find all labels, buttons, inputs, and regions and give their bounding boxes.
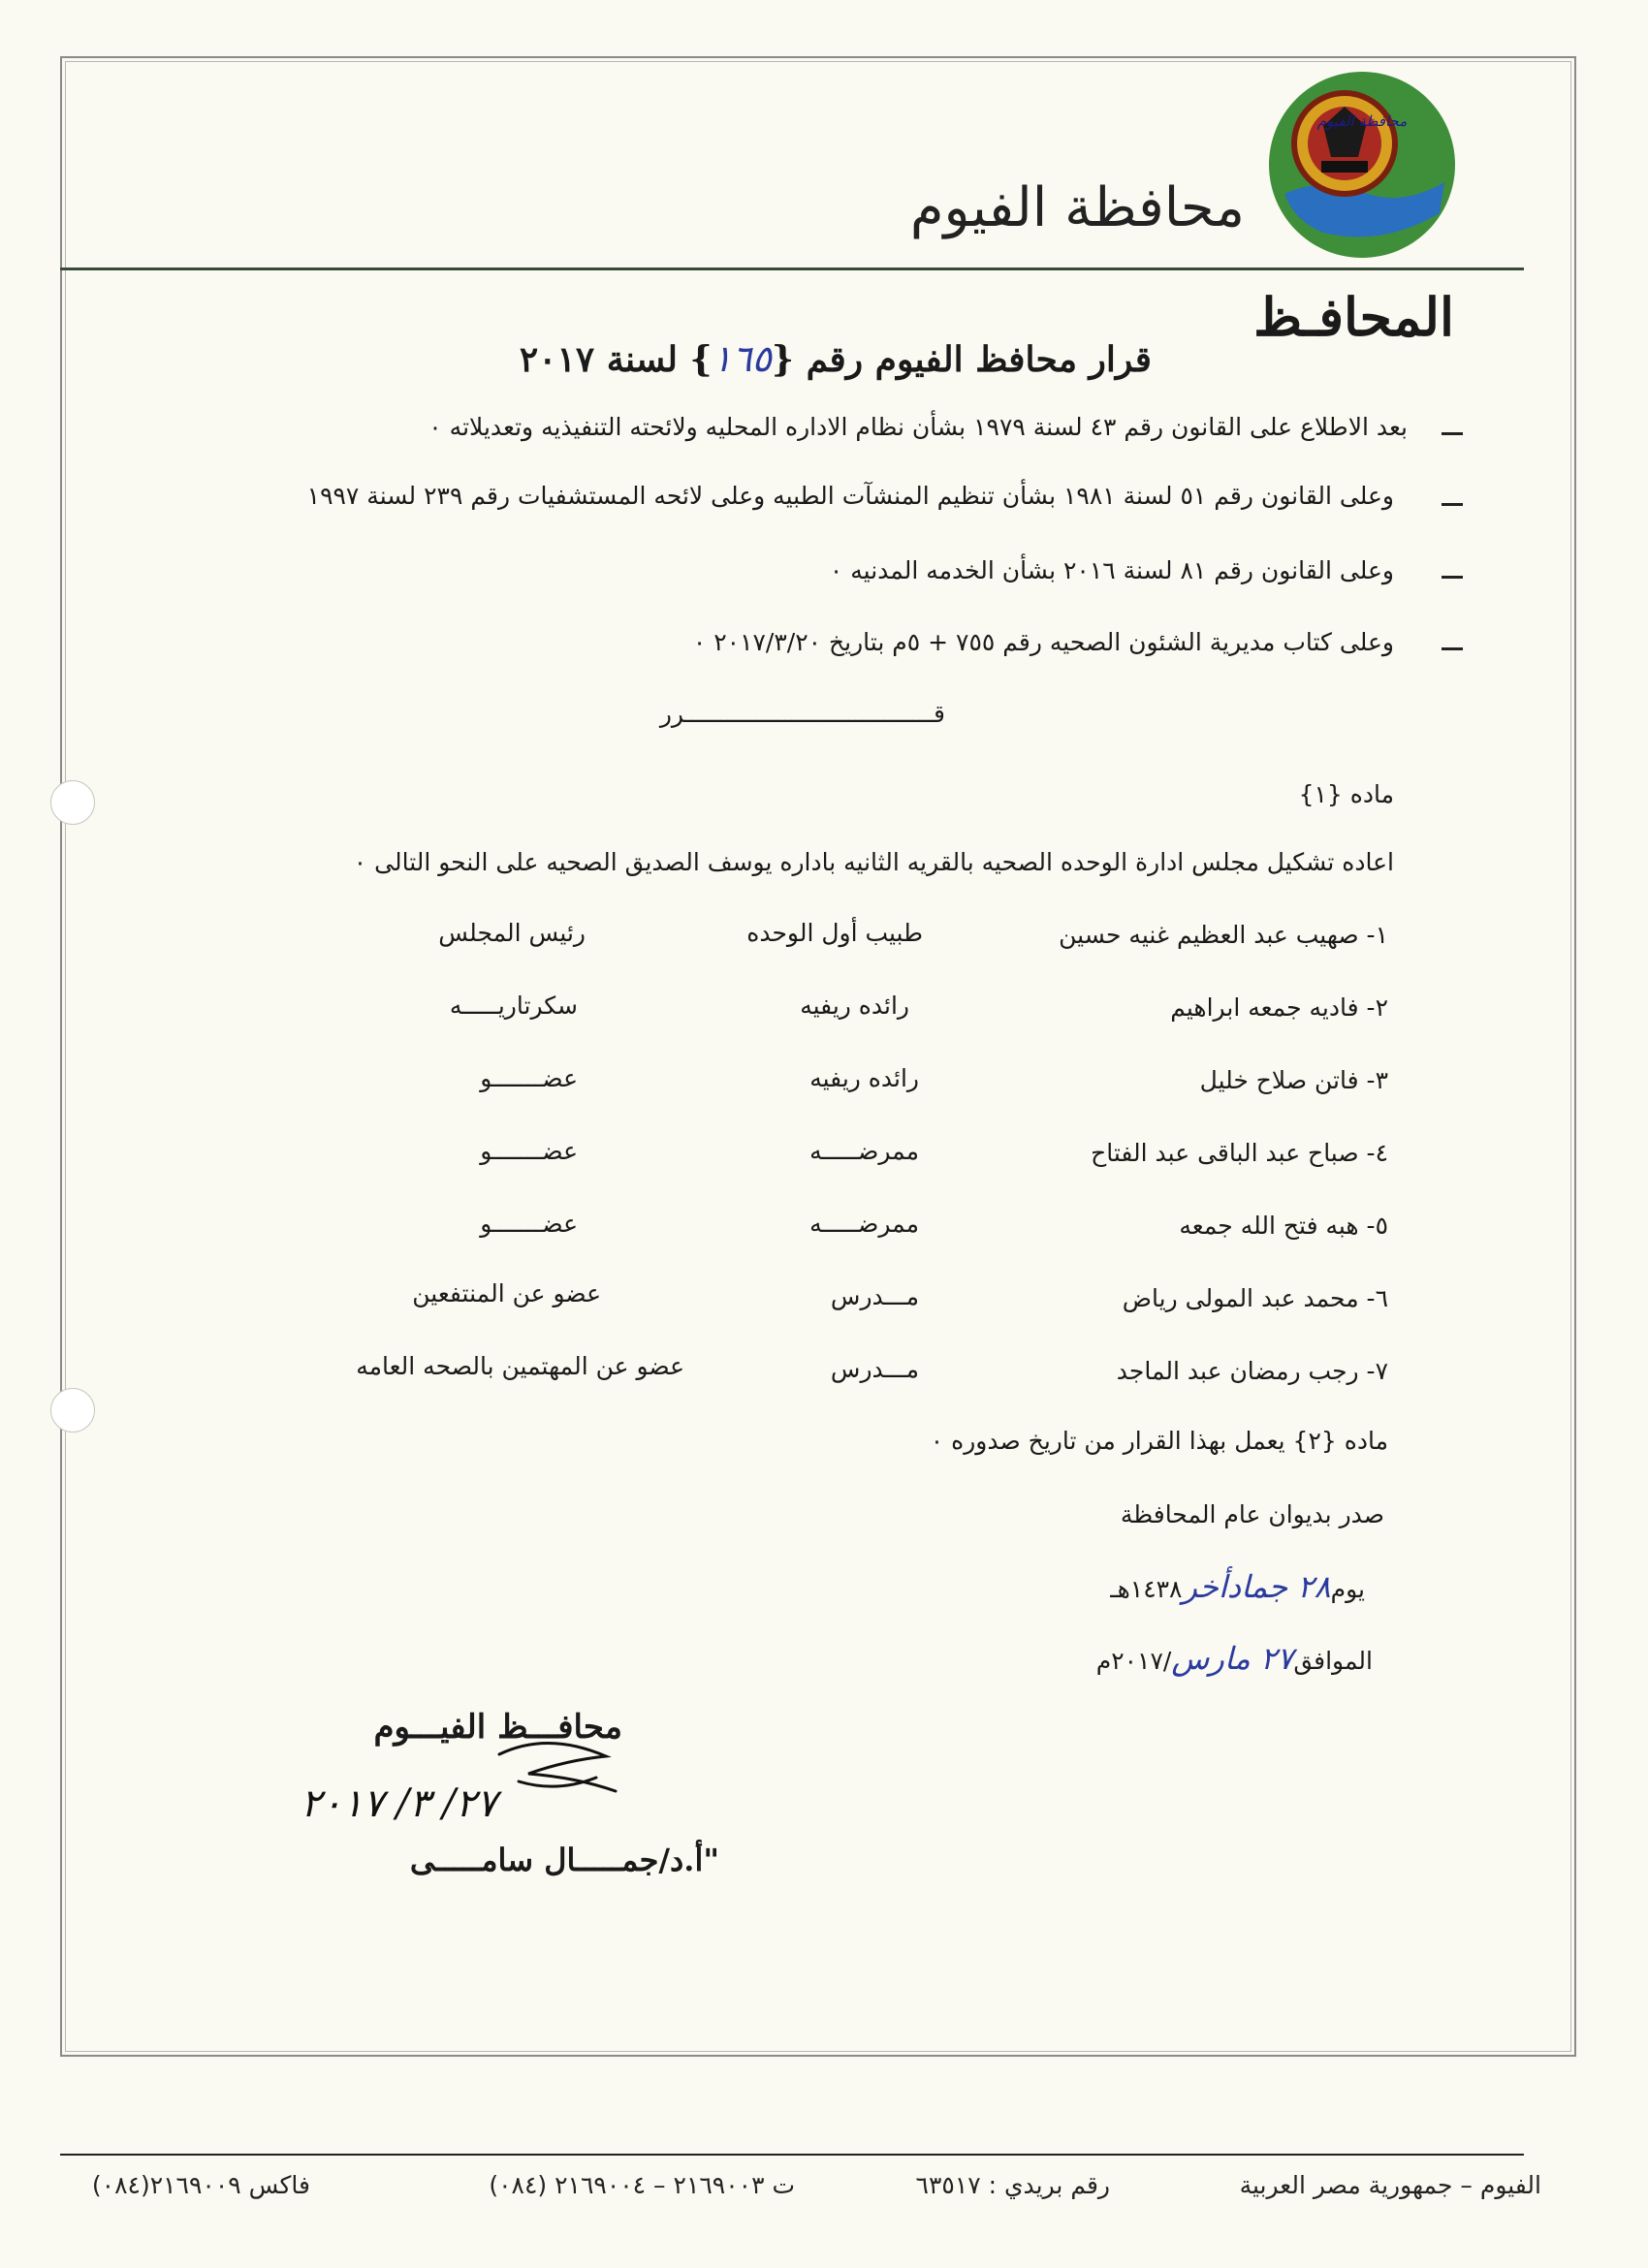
decree-title [520, 337, 1152, 380]
hijri-year: ١٤٣٨هـ [1110, 1575, 1183, 1603]
governorate-heading: محافظة الفيوم [909, 176, 1245, 239]
preamble-line-4: وعلى كتاب مديرية الشئون الصحيه رقم ٧٥٥ + ٥م بتاريخ ٢٠١٧/٣/٢٠ ٠ [692, 628, 1394, 656]
member-name: ٦- محمد عبد المولى رياض [1122, 1284, 1388, 1312]
decree-number: ١٦٥ [712, 337, 772, 380]
member-name: ٣- فاتن صلاح خليل [1199, 1066, 1388, 1094]
gregorian-year: /٢٠١٧م [1095, 1647, 1172, 1675]
hijri-day-prefix: يوم [1330, 1575, 1365, 1603]
footer-phone: ت ٢١٦٩٠٠٣ – ٢١٦٩٠٠٤ (٠٨٤) [489, 2171, 795, 2199]
punch-hole-top [50, 780, 95, 825]
member-name: ٢- فاديه جمعه ابراهيم [1170, 993, 1388, 1022]
gregorian-date [1096, 1640, 1373, 1677]
bullet-dash [1442, 432, 1463, 435]
member-job: ممرضـــــه [809, 1137, 919, 1165]
member-job: رائده ريفيه [800, 992, 909, 1020]
gregorian-prefix: الموافق [1293, 1647, 1373, 1675]
member-role: عضو عن المهتمين بالصحه العامه [356, 1352, 684, 1380]
member-job: ممرضـــــه [809, 1210, 919, 1238]
member-job: رائده ريفيه [809, 1064, 919, 1092]
punch-hole-bottom [50, 1388, 95, 1433]
preamble-line-3: وعلى القانون رقم ٨١ لسنة ٢٠١٦ بشأن الخدمه المدنيه ٠ [829, 556, 1394, 584]
hijri-date [1110, 1568, 1365, 1605]
preamble-line-1: بعد الاطلاع على القانون رقم ٤٣ لسنة ١٩٧٩ بشأن نظام الاداره المحليه ولائحته التنفيذيه وتعديلاته ٠ [428, 413, 1408, 441]
bullet-dash [1442, 576, 1463, 579]
preamble-line-2: وعلى القانون رقم ٥١ لسنة ١٩٨١ بشأن تنظيم المنشآت الطبيه وعلى لائحه المستشفيات رقم ٢٣٩ لسنة ١٩٩٧ [306, 482, 1394, 510]
member-name: ١- صهيب عبد العظيم غنيه حسين [1059, 921, 1388, 949]
member-role: رئيس المجلس [438, 919, 586, 947]
member-role: عضو عن المنتفعين [412, 1279, 601, 1307]
decree-title-prefix: قرار محافظ الفيوم رقم { [771, 339, 1152, 380]
member-job: مـــدرس [830, 1355, 919, 1383]
signatory-name: "أ.د/جمـــــال سامـــــى [409, 1842, 719, 1878]
decree-title-suffix: } لسنة ٢٠١٧ [519, 339, 713, 380]
member-role: عضـــــــو [480, 1137, 578, 1165]
member-role: عضـــــــو [480, 1064, 578, 1092]
member-job: طبيب أول الوحده [746, 919, 923, 947]
bullet-dash [1442, 647, 1463, 650]
logo-text: محافظة الفيوم [1316, 112, 1408, 130]
footer-postal-code: رقم بريدي : ٦٣٥١٧ [915, 2171, 1110, 2199]
decides-heading: قـــــــــــــــــــــــــــــــــــرر [659, 700, 945, 728]
member-role: سكرتاريـــــه [449, 992, 578, 1020]
issued-at: صدر بديوان عام المحافظة [1120, 1500, 1384, 1528]
hijri-handwritten: ٢٨ جمادأخر [1182, 1568, 1331, 1605]
governorate-logo [1265, 68, 1459, 262]
article-1-text: اعاده تشكيل مجلس ادارة الوحده الصحيه بالقريه الثانيه باداره يوسف الصديق الصحيه على النحو التالى ٠ [353, 848, 1394, 876]
governor-office-title: المحافـظ [1253, 286, 1454, 348]
bullet-dash [1442, 503, 1463, 506]
member-name: ٤- صباح عبد الباقى عبد الفتاح [1091, 1139, 1388, 1167]
article-1-label: ماده {١} [1298, 780, 1394, 808]
signature-date-handwritten: ٢٧/ ٣/ ٢٠١٧ [301, 1781, 497, 1826]
signature-scribble [490, 1735, 625, 1803]
member-name: ٥- هبه فتح الله جمعه [1179, 1212, 1388, 1240]
header-rule [60, 268, 1524, 270]
article-2-text: ماده {٢} يعمل بهذا القرار من تاريخ صدوره ٠ [930, 1427, 1388, 1455]
member-role: عضـــــــو [480, 1210, 578, 1238]
footer-fax: فاكس ٢١٦٩٠٠٩(٠٨٤) [91, 2171, 310, 2199]
signature-title: محافـــظ الفيـــوم [373, 1708, 622, 1747]
footer-address: الفيوم – جمهورية مصر العربية [1239, 2171, 1541, 2199]
footer-rule [60, 2154, 1524, 2156]
gregorian-handwritten: ٢٧ مارس [1171, 1640, 1294, 1677]
member-name: ٧- رجب رمضان عبد الماجد [1116, 1357, 1388, 1385]
member-job: مـــدرس [830, 1282, 919, 1310]
